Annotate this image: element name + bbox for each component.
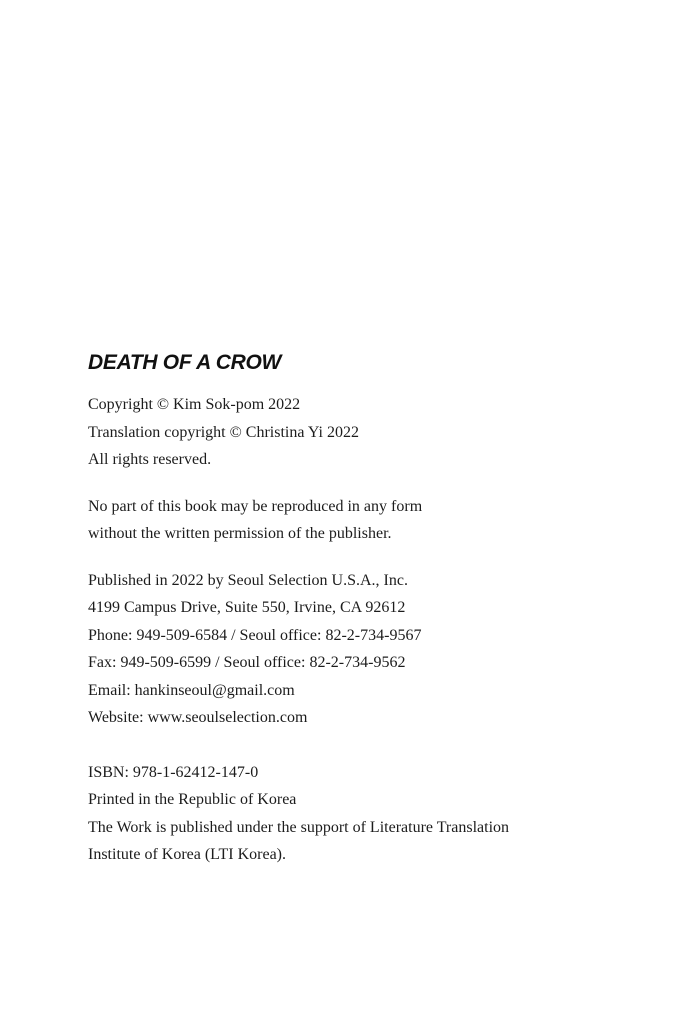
published-by-line: Published in 2022 by Seoul Selection U.S.A., Inc. — [88, 571, 408, 589]
permission-line-2: without the written permission of the publisher. — [88, 525, 392, 542]
fax-line: Fax: 949-509-6599 / Seoul office: 82-2-734-9562 — [88, 654, 406, 671]
publisher-block — [88, 567, 648, 732]
printed-in-line: Printed in the Republic of Korea — [88, 791, 297, 808]
translation-copyright-line: Translation copyright © Christina Yi 2022 — [88, 423, 359, 441]
website-line: Website: www.seoulselection.com — [88, 709, 308, 726]
email-line: Email: hankinseoul@gmail.com — [88, 681, 295, 699]
book-title: DEATH OF A CROW — [88, 351, 282, 374]
support-line-2: Institute of Korea (LTI Korea). — [88, 846, 286, 863]
permission-line-1: No part of this book may be reproduced in any form — [88, 497, 423, 515]
address-line: 4199 Campus Drive, Suite 550, Irvine, CA 92612 — [88, 599, 406, 616]
copyright-line: Copyright © Kim Sok-pom 2022 — [88, 396, 301, 413]
phone-line: Phone: 949-509-6584 / Seoul office: 82-2-734-9567 — [88, 626, 422, 644]
rights-block — [88, 391, 648, 474]
isbn-line: ISBN: 978-1-62412-147-0 — [88, 763, 259, 781]
copyright-content — [88, 348, 648, 869]
support-line-1: The Work is published under the support of Literature Translation — [88, 818, 510, 836]
permission-block — [88, 493, 648, 548]
rights-reserved-line: All rights reserved. — [88, 451, 212, 468]
colophon-block — [88, 759, 648, 869]
